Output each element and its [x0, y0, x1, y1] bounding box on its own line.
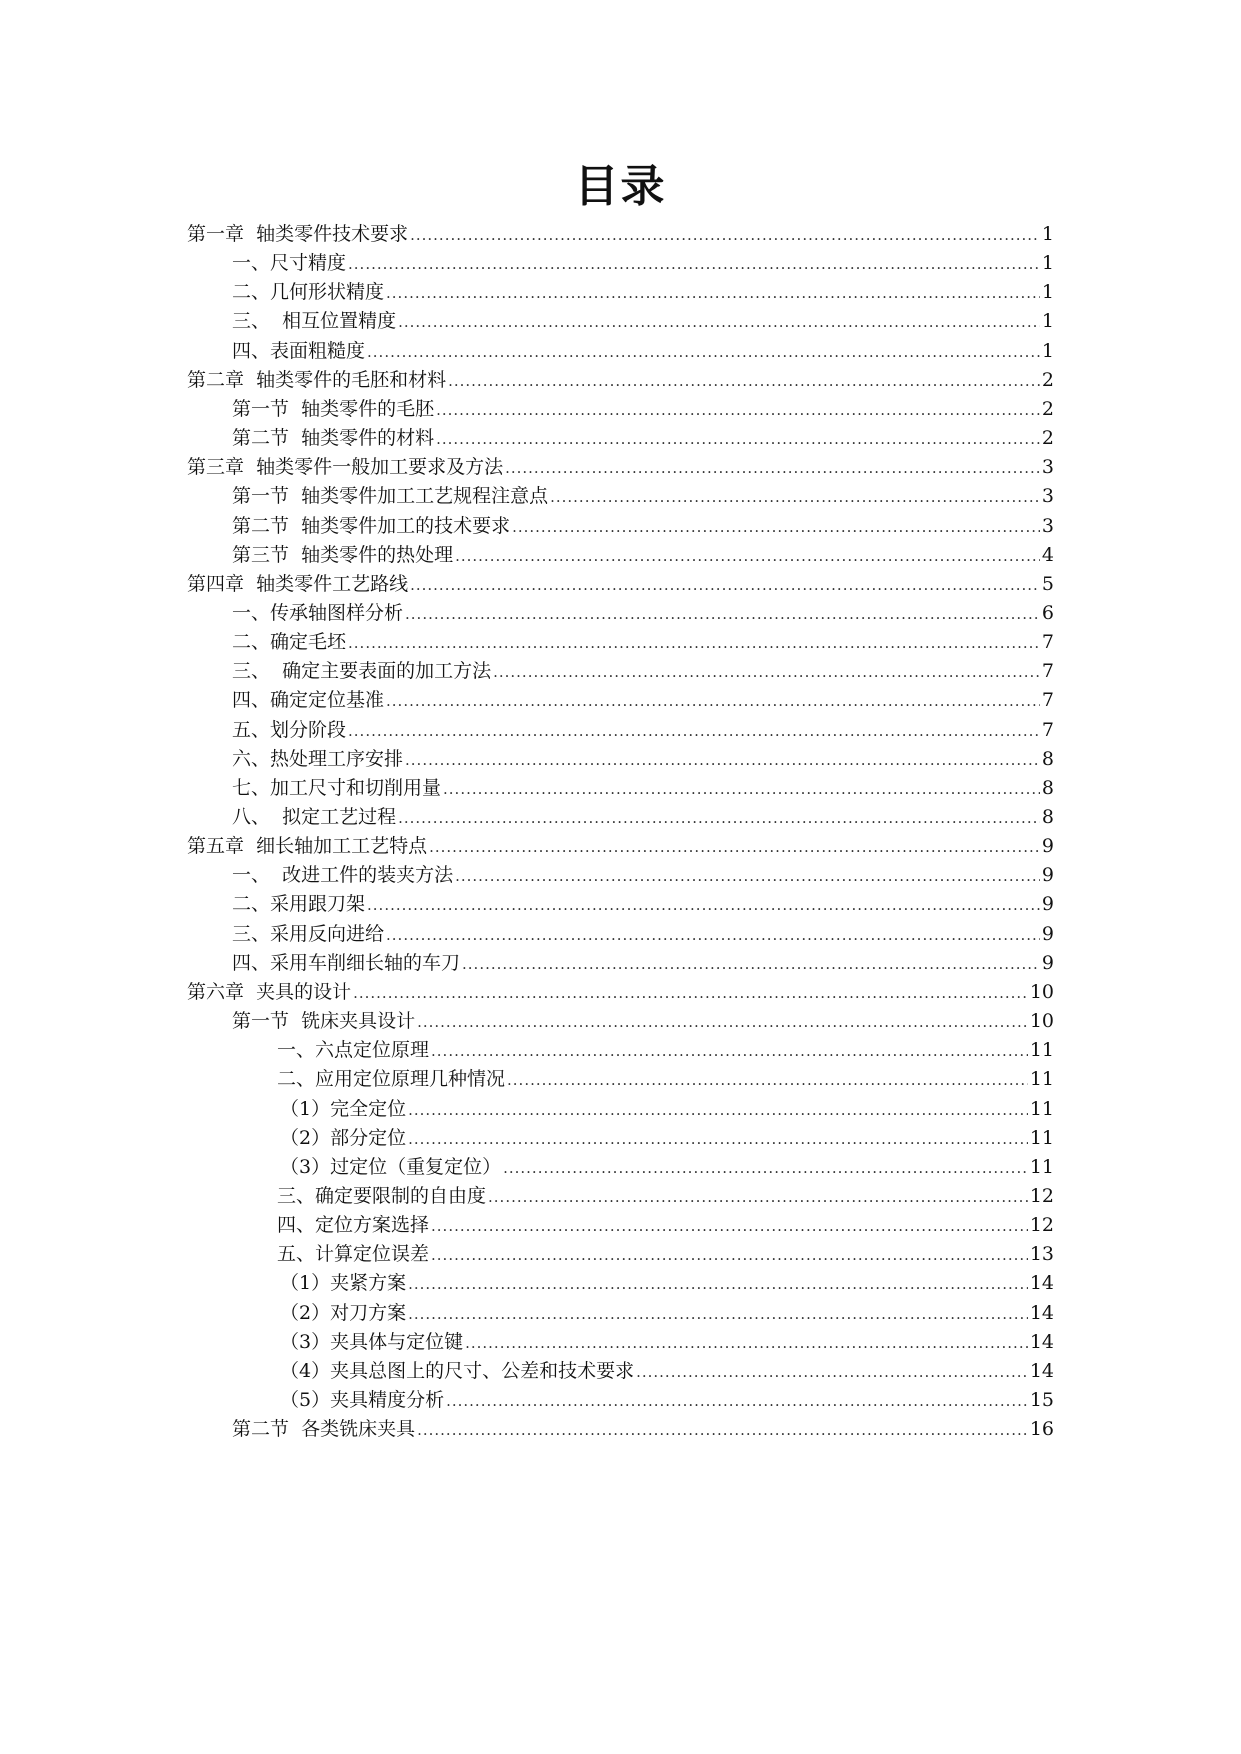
toc-entry[interactable] — [232, 859, 1054, 891]
toc-dot-leader — [505, 451, 1040, 484]
toc-dot-leader — [431, 1034, 1028, 1067]
toc-dot-leader — [455, 539, 1040, 572]
toc-entry-label: 第一节 轴类零件的毛胚 — [232, 397, 435, 420]
toc-dot-leader — [550, 480, 1040, 513]
toc-entry-page-number: 11 — [1029, 1155, 1054, 1178]
toc-dot-leader — [462, 947, 1040, 980]
toc-dot-leader — [488, 1180, 1028, 1213]
page-title: 目录 — [574, 161, 667, 212]
toc-entry-page-number: 7 — [1041, 689, 1054, 712]
toc-entry-page-number: 2 — [1041, 397, 1054, 420]
toc-dot-leader — [386, 918, 1040, 951]
toc-entry-label: 第六章 夹具的设计 — [187, 980, 352, 1003]
toc-dot-leader — [410, 568, 1040, 601]
toc-dot-leader — [408, 1297, 1028, 1330]
toc-dot-leader — [367, 335, 1040, 368]
toc-entry-page-number: 1 — [1041, 223, 1054, 245]
toc-entry-page-number: 1 — [1041, 281, 1054, 304]
toc-entry-page-number: 2 — [1041, 368, 1054, 391]
toc-entry[interactable] — [187, 364, 1054, 396]
toc-dot-leader — [386, 684, 1040, 717]
toc-entry[interactable] — [187, 568, 1054, 600]
toc-entry-page-number: 12 — [1029, 1184, 1054, 1207]
toc-dot-leader — [410, 218, 1040, 251]
toc-entry-page-number: 5 — [1041, 572, 1054, 595]
toc-dot-leader — [455, 859, 1040, 892]
toc-dot-leader — [408, 1122, 1028, 1155]
toc-entry-page-number: 7 — [1041, 660, 1054, 683]
toc-entry[interactable] — [232, 393, 1054, 425]
toc-entry-page-number: 14 — [1029, 1272, 1054, 1295]
toc-entry-label: 七、加工尺寸和切削用量 — [232, 776, 442, 799]
toc-entry-page-number: 7 — [1041, 631, 1054, 654]
toc-entry-page-number: 4 — [1041, 543, 1054, 566]
toc-dot-leader — [512, 510, 1040, 543]
toc-entry-label: 第二节 轴类零件加工的技术要求 — [232, 514, 511, 537]
toc-entry[interactable] — [187, 218, 1054, 250]
toc-entry-page-number: 9 — [1041, 864, 1054, 887]
toc-entry[interactable] — [280, 1093, 1054, 1125]
toc-entry-label: 五、划分阶段 — [232, 718, 347, 741]
toc-entry[interactable] — [280, 1297, 1054, 1329]
toc-dot-leader — [507, 1063, 1028, 1096]
toc-entry[interactable] — [280, 1326, 1054, 1358]
toc-entry-label: 二、采用跟刀架 — [232, 893, 366, 916]
toc-entry-label: 第三章 轴类零件一般加工要求及方法 — [187, 456, 504, 479]
toc-dot-leader — [436, 393, 1040, 426]
toc-dot-leader — [348, 626, 1040, 659]
toc-entry-label: （2）部分定位 — [280, 1126, 407, 1149]
toc-entry-page-number: 3 — [1041, 456, 1054, 479]
toc-entry[interactable] — [232, 510, 1054, 542]
toc-entry[interactable] — [280, 1355, 1054, 1387]
toc-entry-page-number: 8 — [1041, 806, 1054, 828]
toc-entry[interactable] — [232, 801, 1054, 833]
toc-entry-page-number: 14 — [1029, 1359, 1054, 1382]
toc-dot-leader — [443, 772, 1040, 805]
toc-entry[interactable] — [232, 743, 1054, 775]
toc-entry[interactable] — [232, 918, 1054, 950]
toc-dot-leader — [367, 888, 1040, 921]
toc-entry-label: （4）夹具总图上的尺寸、公差和技术要求 — [280, 1359, 635, 1382]
toc-entry-page-number: 9 — [1041, 922, 1054, 945]
toc-entry[interactable] — [280, 1384, 1054, 1416]
toc-entry[interactable] — [277, 1034, 1054, 1066]
toc-entry-label: 三、确定要限制的自由度 — [277, 1184, 487, 1207]
toc-entry[interactable] — [232, 305, 1054, 337]
toc-entry-label: 四、定位方案选择 — [277, 1214, 430, 1237]
toc-entry-page-number: 8 — [1041, 776, 1054, 799]
toc-dot-leader — [408, 1267, 1028, 1300]
toc-entry-label: 一、六点定位原理 — [277, 1039, 430, 1062]
toc-entry-label: 第二节 各类铣床夹具 — [232, 1418, 416, 1441]
toc-dot-leader — [405, 743, 1040, 776]
toc-entry[interactable] — [232, 1005, 1054, 1037]
toc-entry-page-number: 1 — [1041, 252, 1054, 275]
toc-entry[interactable] — [277, 1238, 1054, 1270]
toc-entry-label: 五、计算定位误差 — [277, 1243, 430, 1266]
toc-entry-label: （2）对刀方案 — [280, 1301, 407, 1324]
toc-dot-leader — [429, 830, 1040, 863]
toc-entry[interactable] — [232, 626, 1054, 658]
toc-entry[interactable] — [187, 830, 1054, 862]
toc-entry-page-number: 14 — [1029, 1301, 1054, 1324]
toc-entry[interactable] — [232, 888, 1054, 920]
toc-entry-label: 四、确定定位基准 — [232, 689, 385, 712]
toc-entry[interactable] — [232, 276, 1054, 308]
toc-entry[interactable] — [277, 1209, 1054, 1241]
toc-dot-leader — [493, 655, 1040, 688]
toc-entry-page-number: 8 — [1041, 747, 1054, 770]
toc-dot-leader — [446, 1384, 1028, 1417]
toc-entry-page-number: 3 — [1041, 514, 1054, 537]
toc-dot-leader — [465, 1326, 1028, 1359]
toc-entry[interactable] — [232, 597, 1054, 629]
toc-entry-page-number: 11 — [1029, 1126, 1054, 1149]
toc-entry-label: 第五章 细长轴加工工艺特点 — [187, 835, 428, 858]
toc-entry-page-number: 14 — [1029, 1330, 1054, 1353]
toc-entry-label: （1）完全定位 — [280, 1097, 407, 1120]
toc-entry-page-number: 3 — [1041, 485, 1054, 508]
toc-entry-label: 第一章 轴类零件技术要求 — [187, 223, 409, 245]
toc-entry-label: 第一节 铣床夹具设计 — [232, 1010, 416, 1033]
toc-dot-leader — [431, 1238, 1028, 1271]
toc-entry-label: 第一节 轴类零件加工工艺规程注意点 — [232, 485, 549, 508]
toc-entry[interactable] — [232, 772, 1054, 804]
toc-dot-leader — [408, 1093, 1028, 1126]
toc-entry[interactable] — [187, 451, 1054, 483]
toc-entry-label: 第二节 轴类零件的材料 — [232, 427, 435, 450]
toc-entry-label: 二、应用定位原理几种情况 — [277, 1068, 506, 1091]
toc-entry-page-number: 15 — [1029, 1389, 1054, 1411]
toc-entry-page-number: 6 — [1041, 601, 1054, 624]
toc-entry-label: 一、传承轴图样分析 — [232, 601, 404, 624]
toc-entry[interactable] — [232, 422, 1054, 454]
toc-dot-leader — [436, 422, 1040, 455]
toc-entry[interactable] — [280, 1122, 1054, 1154]
toc-entry-label: 四、采用车削细长轴的车刀 — [232, 951, 461, 974]
toc-entry[interactable] — [232, 1413, 1054, 1445]
toc-dot-leader — [398, 305, 1040, 338]
toc-dot-leader — [417, 1413, 1028, 1446]
toc-entry[interactable] — [232, 539, 1054, 571]
toc-entry-page-number: 1 — [1041, 310, 1054, 333]
toc-entry-page-number: 2 — [1041, 427, 1054, 450]
toc-entry-label: （3）夹具体与定位键 — [280, 1330, 464, 1353]
toc-entry-page-number: 10 — [1029, 980, 1054, 1003]
toc-entry-page-number: 11 — [1029, 1097, 1054, 1120]
toc-entry-label: 二、几何形状精度 — [232, 281, 385, 304]
toc-entry-page-number: 9 — [1041, 835, 1054, 858]
toc-entry-page-number: 1 — [1041, 339, 1054, 362]
toc-entry[interactable] — [232, 655, 1054, 687]
toc-entry-label: 三、采用反向进给 — [232, 922, 385, 945]
toc-entry-page-number: 9 — [1041, 893, 1054, 916]
toc-entry-label: （5）夹具精度分析 — [280, 1389, 445, 1411]
toc-entry-page-number: 13 — [1029, 1243, 1054, 1266]
toc-entry-label: （3）过定位（重复定位） — [280, 1155, 502, 1178]
toc-dot-leader — [636, 1355, 1028, 1388]
toc-entry[interactable] — [232, 714, 1054, 746]
toc-entry[interactable] — [280, 1151, 1054, 1183]
toc-entry-label: 二、确定毛坯 — [232, 631, 347, 654]
toc-dot-leader — [386, 276, 1040, 309]
toc-entry[interactable] — [232, 947, 1054, 979]
toc-entry-label: 三、 确定主要表面的加工方法 — [232, 660, 492, 683]
toc-entry-page-number: 7 — [1041, 718, 1054, 741]
toc-entry-page-number: 11 — [1029, 1068, 1054, 1091]
toc-entry-label: 四、表面粗糙度 — [232, 339, 366, 362]
toc-entry-label: 八、 拟定工艺过程 — [232, 806, 397, 828]
toc-entry[interactable] — [232, 684, 1054, 716]
toc-entry[interactable] — [277, 1180, 1054, 1212]
toc-dot-leader — [431, 1209, 1028, 1242]
toc-dot-leader — [417, 1005, 1028, 1038]
toc-entry-page-number: 10 — [1029, 1010, 1054, 1033]
toc-entry[interactable] — [232, 335, 1054, 367]
toc-entry-page-number: 11 — [1029, 1039, 1054, 1062]
toc-dot-leader — [405, 597, 1040, 630]
toc-entry-page-number: 16 — [1029, 1418, 1054, 1441]
toc-dot-leader — [348, 714, 1040, 747]
toc-entry[interactable] — [232, 480, 1054, 512]
toc-entry-page-number: 9 — [1041, 951, 1054, 974]
toc-entry[interactable] — [187, 976, 1054, 1008]
toc-entry-label: 第四章 轴类零件工艺路线 — [187, 572, 409, 595]
toc-entry[interactable] — [280, 1267, 1054, 1299]
toc-entry[interactable] — [232, 247, 1054, 279]
toc-dot-leader — [353, 976, 1028, 1009]
toc-entry-label: （1）夹紧方案 — [280, 1272, 407, 1295]
toc-entry-label: 一、尺寸精度 — [232, 252, 347, 275]
toc-entry-label: 一、 改进工件的装夹方法 — [232, 864, 454, 887]
toc-entry[interactable] — [277, 1063, 1054, 1095]
toc-entry-label: 第三节 轴类零件的热处理 — [232, 543, 454, 566]
toc-dot-leader — [398, 801, 1040, 834]
toc-dot-leader — [348, 247, 1040, 280]
toc-dot-leader — [448, 364, 1040, 397]
toc-entry-label: 第二章 轴类零件的毛胚和材料 — [187, 368, 447, 391]
toc-entry-label: 三、 相互位置精度 — [232, 310, 397, 333]
toc-entry-label: 六、热处理工序安排 — [232, 747, 404, 770]
toc-entry-page-number: 12 — [1029, 1214, 1054, 1237]
toc-dot-leader — [503, 1151, 1028, 1184]
